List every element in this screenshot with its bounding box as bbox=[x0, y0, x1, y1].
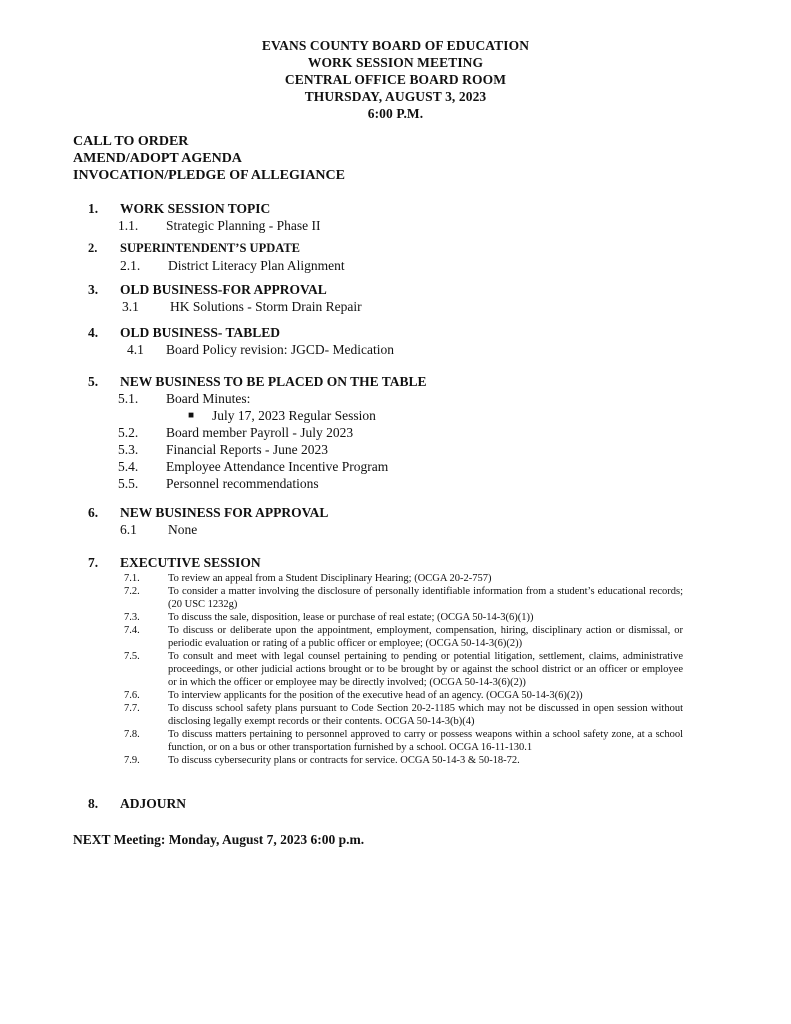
section-title: OLD BUSINESS-FOR APPROVAL bbox=[120, 282, 327, 297]
list-item: 7.4. To discuss or deliberate upon the appointment, employment, compensation, hiring, disciplinary action or dismissal, or periodic evaluation or rating of a public officer or employee; (OCGA 50-14-3(6)(2)) bbox=[124, 625, 683, 649]
list-item: 7.5. To consult and meet with legal counsel pertaining to pending or potential litigation, settlement, claims, administrative proceedings, or other judicial actions brought or to be brought by or against the school district or an officer or employee or in which the officer or employee may be directly involved; (OCGA 50-14-3(6)(2)) bbox=[124, 651, 683, 688]
list-item: 7.2. To consider a matter involving the disclosure of personally identifiable information from a student’s educational records; (20 USC 1232g) bbox=[124, 586, 683, 610]
section-new-business-approval bbox=[88, 504, 328, 538]
list-item: 1.1. Strategic Planning - Phase II bbox=[118, 218, 321, 233]
invocation-pledge: INVOCATION/PLEDGE OF ALLEGIANCE bbox=[73, 168, 345, 183]
section-title: NEW BUSINESS FOR APPROVAL bbox=[120, 505, 329, 520]
list-item: 7.3. To discuss the sale, disposition, lease or purchase of real estate; (OCGA 50-14-3(6)(1)) bbox=[124, 612, 534, 623]
section-adjourn bbox=[88, 796, 186, 812]
org-title: EVANS COUNTY BOARD OF EDUCATION bbox=[261, 38, 530, 53]
section-title: ADJOURN bbox=[120, 796, 186, 811]
list-item: 5.4. Employee Attendance Incentive Program bbox=[118, 459, 389, 474]
section-number: 2. bbox=[88, 241, 98, 255]
section-number: 3. bbox=[88, 282, 99, 297]
section-old-business-tabled bbox=[88, 324, 394, 358]
section-superintendent-update bbox=[88, 240, 345, 274]
list-item: 7.8. To discuss matters pertaining to personnel approved to carry or possess weapons within a school safety zone, at a school function, or on a bus or other transportation furnished by a school. OCGA 16-11-130.1 bbox=[124, 729, 683, 753]
list-item: 5.5. Personnel recommendations bbox=[118, 476, 319, 491]
square-bullet-icon: ■ bbox=[188, 410, 195, 421]
list-item: 7.6. To interview applicants for the position of the executive head of an agency. (OCGA 50-14-3(6)(2)) bbox=[124, 690, 583, 701]
list-item: 7.7. To discuss school safety plans pursuant to Code Section 20-2-1185 which may not be discussed in open session without disclosing legally exempt records or their contents. OCGA 50-14-3(b)(4) bbox=[124, 703, 683, 727]
section-number: 4. bbox=[88, 325, 99, 340]
section-title: EXECUTIVE SESSION bbox=[120, 555, 261, 570]
document-header bbox=[0, 37, 791, 122]
next-meeting: NEXT Meeting: Monday, August 7, 2023 6:00 p.m. bbox=[73, 832, 365, 847]
list-item: 6.1 None bbox=[120, 522, 198, 537]
section-title: OLD BUSINESS- TABLED bbox=[120, 325, 281, 340]
list-item: 7.1. To review an appeal from a Student Disciplinary Hearing; (OCGA 20-2-757) bbox=[124, 573, 492, 584]
list-item: 4.1 Board Policy revision: JGCD- Medication bbox=[127, 342, 394, 357]
section-number: 8. bbox=[88, 796, 99, 811]
section-number: 5. bbox=[88, 374, 99, 389]
meeting-time: 6:00 P.M. bbox=[367, 106, 424, 121]
list-item: 5.1. Board Minutes: bbox=[118, 391, 251, 406]
section-title: NEW BUSINESS TO BE PLACED ON THE TABLE bbox=[120, 374, 427, 389]
meeting-date: THURSDAY, AUGUST 3, 2023 bbox=[304, 89, 487, 104]
section-number: 7. bbox=[88, 555, 99, 570]
call-to-order: CALL TO ORDER bbox=[73, 134, 189, 149]
meeting-type: WORK SESSION MEETING bbox=[307, 55, 484, 70]
section-number: 6. bbox=[88, 505, 99, 520]
list-item: 3.1 HK Solutions - Storm Drain Repair bbox=[122, 299, 362, 314]
bullet-item: ■ July 17, 2023 Regular Session bbox=[188, 408, 376, 423]
section-work-session bbox=[88, 200, 320, 234]
meeting-location: CENTRAL OFFICE BOARD ROOM bbox=[284, 72, 507, 87]
section-number: 1. bbox=[88, 201, 99, 216]
amend-adopt-agenda: AMEND/ADOPT AGENDA bbox=[73, 151, 242, 166]
section-new-business-table bbox=[88, 373, 427, 492]
list-item: 5.2. Board member Payroll - July 2023 bbox=[118, 425, 354, 440]
opening-items bbox=[73, 133, 345, 184]
section-title: WORK SESSION TOPIC bbox=[120, 201, 271, 216]
section-old-business-approval bbox=[88, 281, 362, 315]
list-item: 7.9. To discuss cybersecurity plans or contracts for service. OCGA 50-14-3 & 50-18-72. bbox=[124, 755, 520, 766]
list-item: 5.3. Financial Reports - June 2023 bbox=[118, 442, 328, 457]
section-executive-session bbox=[88, 554, 683, 767]
section-title: SUPERINTENDENT’S UPDATE bbox=[120, 241, 301, 255]
list-item: 2.1. District Literacy Plan Alignment bbox=[120, 258, 345, 273]
